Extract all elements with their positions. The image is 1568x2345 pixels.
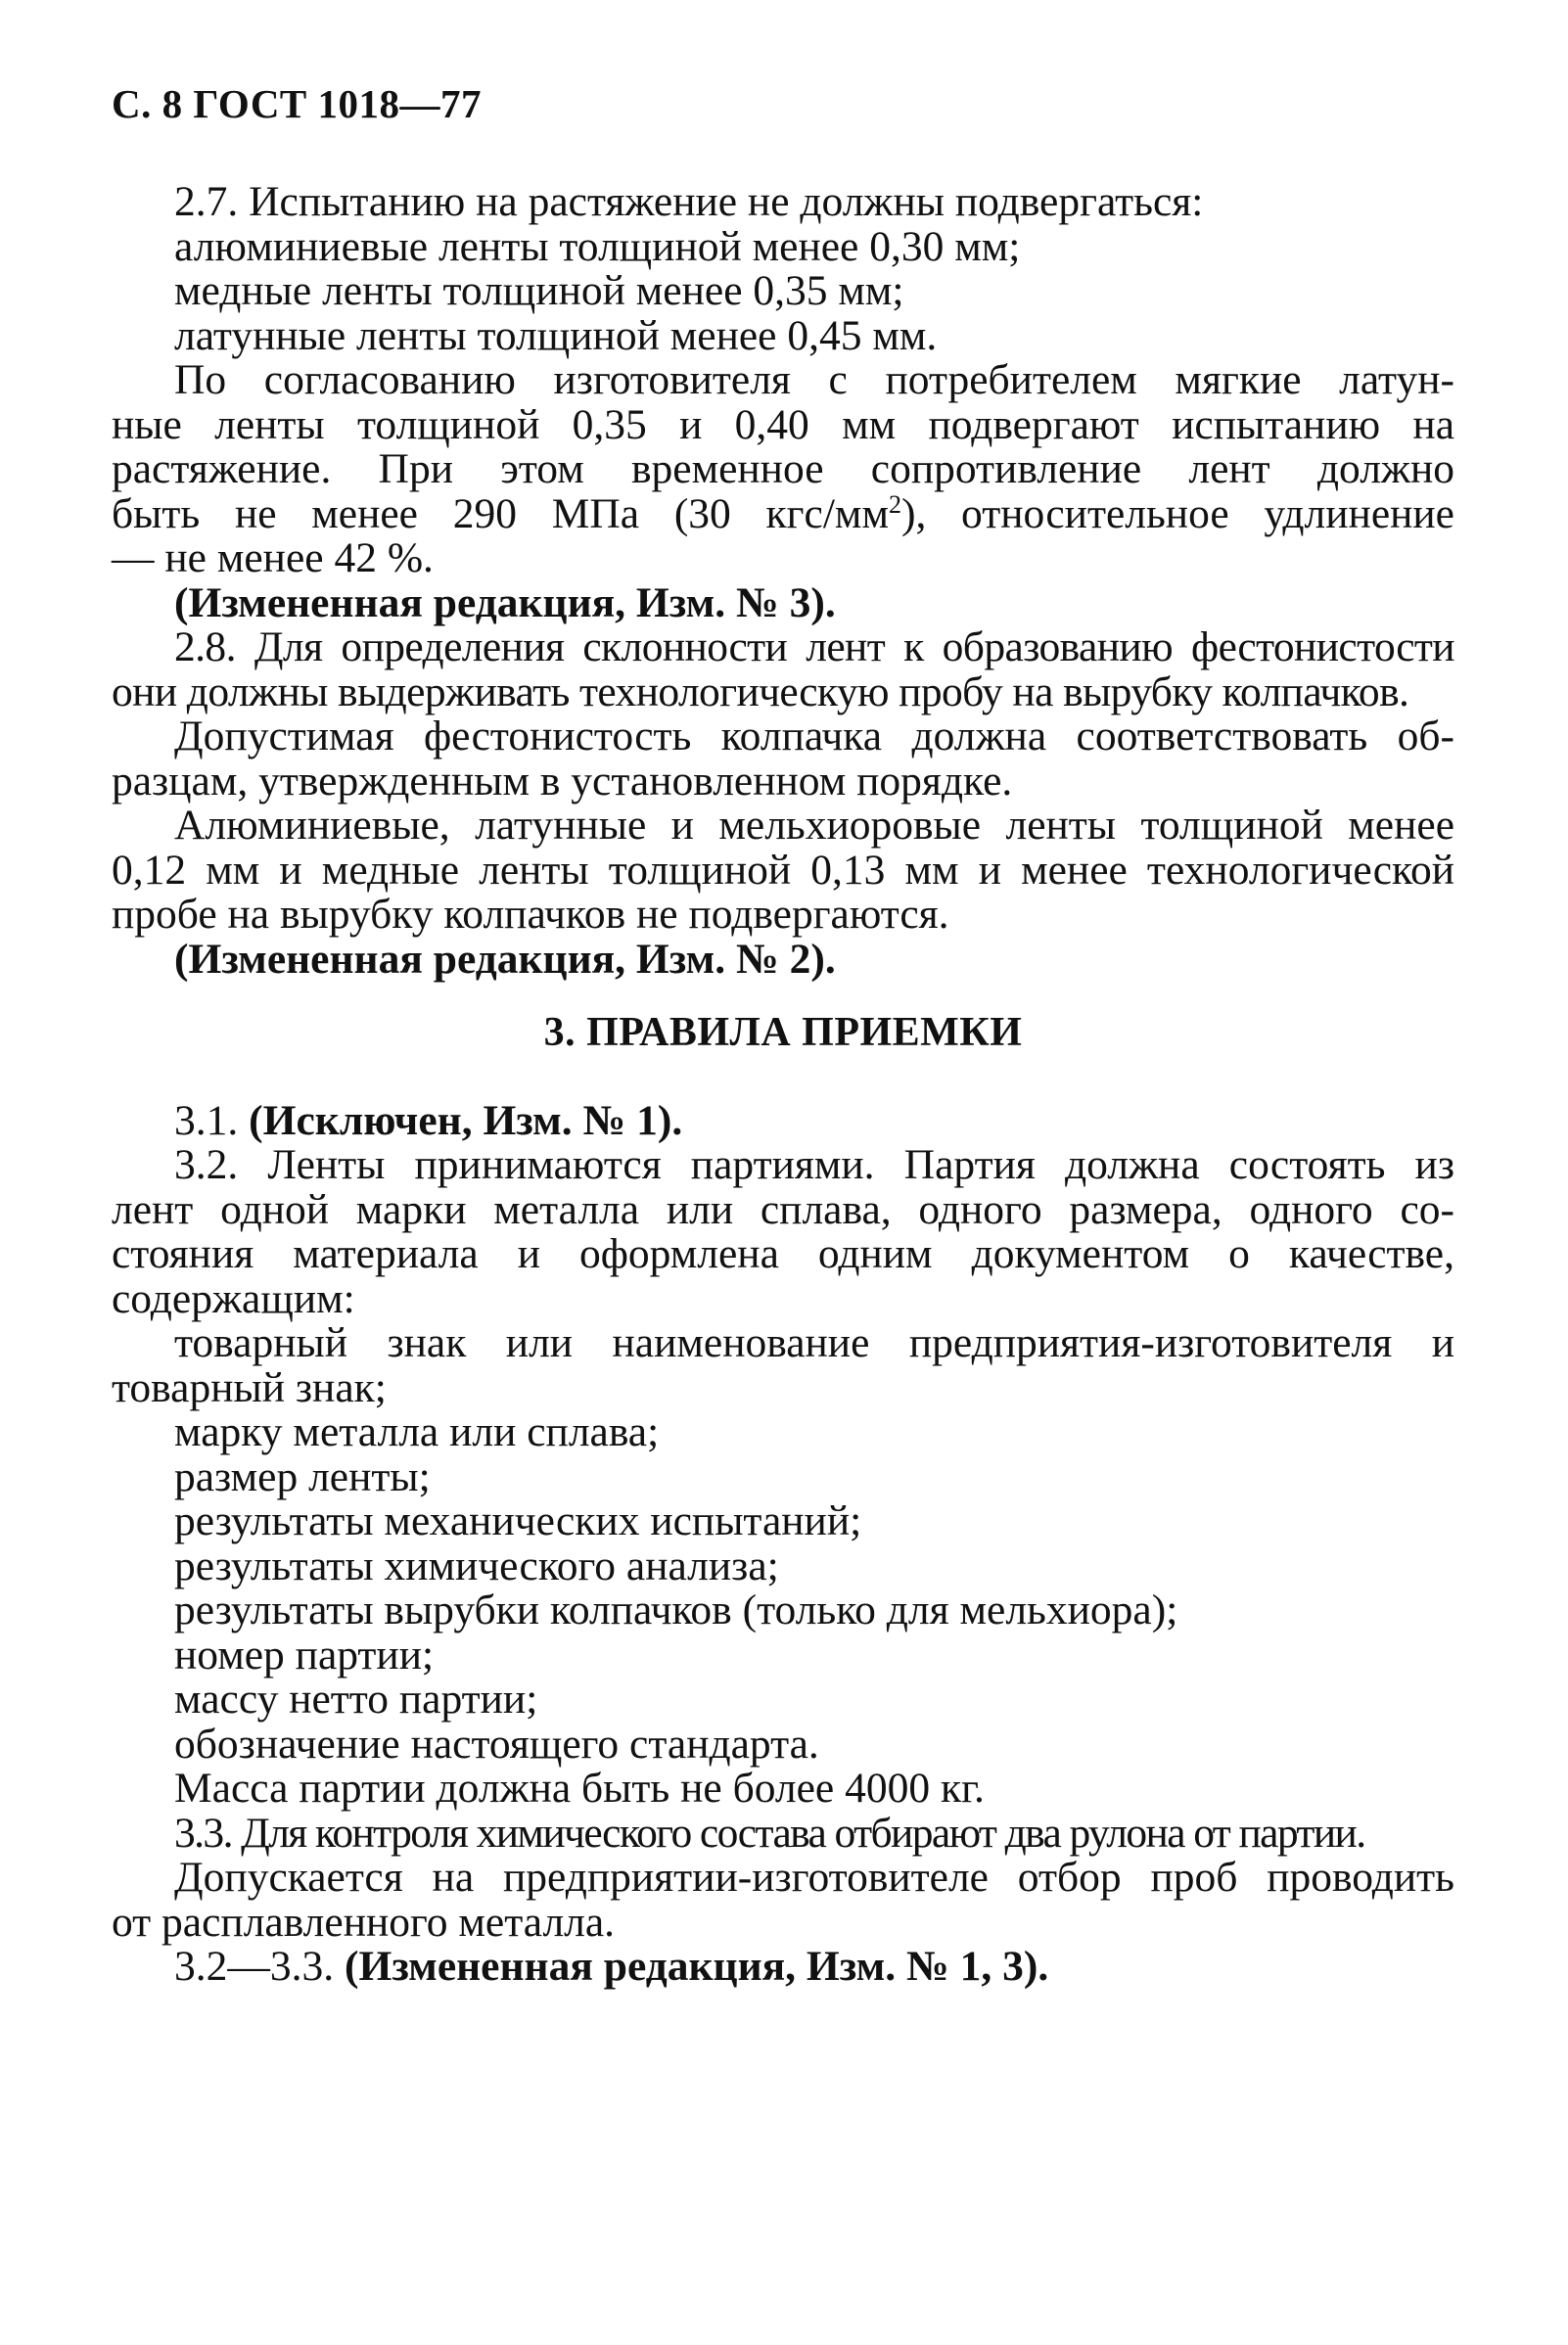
list-item: латунные ленты толщиной менее 0,45 мм. — [174, 311, 938, 359]
list-item: товарный знак; — [112, 1363, 387, 1411]
list-item: массу нетто партии; — [174, 1676, 538, 1723]
clause-2-8-line: 2.8. Для определения склонности лент к образованию фестонистости — [174, 623, 1454, 670]
text-line: лент одной марки металла или сплава, одного размера, одного со- — [112, 1185, 1454, 1233]
excluded-note: (Исключен, Изм. № 1). — [249, 1096, 683, 1144]
clause-number: 3.2—3.3. — [174, 1943, 335, 1990]
amendment-note: (Измененная редакция, Изм. № 2). — [174, 935, 836, 983]
text-line: разцам, утвержденным в установленном порядке. — [112, 757, 1013, 805]
text-line: от расплавленного металла. — [112, 1898, 616, 1946]
list-item: результаты вырубки колпачков (только для мельхиора); — [174, 1586, 1178, 1633]
list-item: алюминиевые ленты толщиной менее 0,30 мм; — [174, 222, 1021, 270]
list-item: товарный знак или наименование предприятия-изготовителя и — [174, 1319, 1454, 1366]
text-line: Допускается на предприятии-изготовителе отбор проб проводить — [174, 1854, 1454, 1901]
text-line: По согласованию изготовителя с потребителем мягкие латун- — [174, 356, 1454, 403]
text-line: они должны выдерживать технологическую пробу на вырубку колпачков. — [112, 667, 1409, 715]
text-line: 0,12 мм и медные ленты толщиной 0,13 мм и менее технологической — [112, 846, 1454, 894]
list-item: номер партии; — [174, 1631, 435, 1678]
strength-line — [112, 489, 1454, 537]
text-line: — не менее 42 %. — [112, 534, 434, 581]
text-line: Допустимая фестонистость колпачка должна соответствовать об- — [174, 713, 1454, 759]
section-title: 3. ПРАВИЛА ПРИЕМКИ — [543, 1010, 1023, 1055]
text-line: содержащим: — [112, 1274, 355, 1322]
strength-pre: быть не менее 290 МПа (30 кгс/мм — [112, 489, 889, 537]
document-body — [112, 180, 1454, 1990]
text-line: ные ленты толщиной 0,35 и 0,40 мм подвергают испытанию на — [112, 400, 1454, 448]
amendment-text: (Измененная редакция, Изм. № 1, 3). — [345, 1943, 1049, 1990]
list-item: марку металла или сплава; — [174, 1408, 660, 1455]
text-line: пробе на вырубку колпачков не подвергаются. — [112, 891, 949, 938]
clause-2-7-intro: 2.7. Испытанию на растяжение не должны подвергаться: — [174, 178, 1204, 225]
page-header: С. 8 ГОСТ 1018—77 — [112, 81, 483, 126]
list-item: размер ленты; — [174, 1452, 431, 1500]
text-line: растяжение. При этом временное сопротивление лент должно — [112, 445, 1454, 492]
text-line: Масса партии должна быть не более 4000 кг. — [174, 1765, 985, 1812]
superscript: 2 — [888, 489, 901, 519]
clause-number: 3.1. — [174, 1096, 239, 1144]
amendment-note: (Измененная редакция, Изм. № 3). — [174, 578, 836, 626]
clause-3-3: 3.3. Для контроля химического состава отбирают два рулона от партии. — [174, 1809, 1365, 1857]
amendment-note — [112, 1945, 1454, 1990]
clause-3-1 — [112, 1096, 1454, 1144]
text-line: Алюминиевые, латунные и мельхиоровые ленты толщиной менее — [174, 802, 1454, 849]
list-item: медные ленты толщиной менее 0,35 мм; — [174, 267, 904, 314]
list-item: обозначение настоящего стандарта. — [174, 1720, 819, 1768]
list-item: результаты химического анализа; — [174, 1541, 779, 1589]
strength-post: ), относительное удлинение — [900, 489, 1454, 537]
text-line: стояния материала и оформлена одним документом о качестве, — [112, 1230, 1454, 1277]
list-item: результаты механических испытаний; — [174, 1497, 862, 1544]
text-line: 3.2. Ленты принимаются партиями. Партия должна состоять из — [174, 1141, 1454, 1188]
